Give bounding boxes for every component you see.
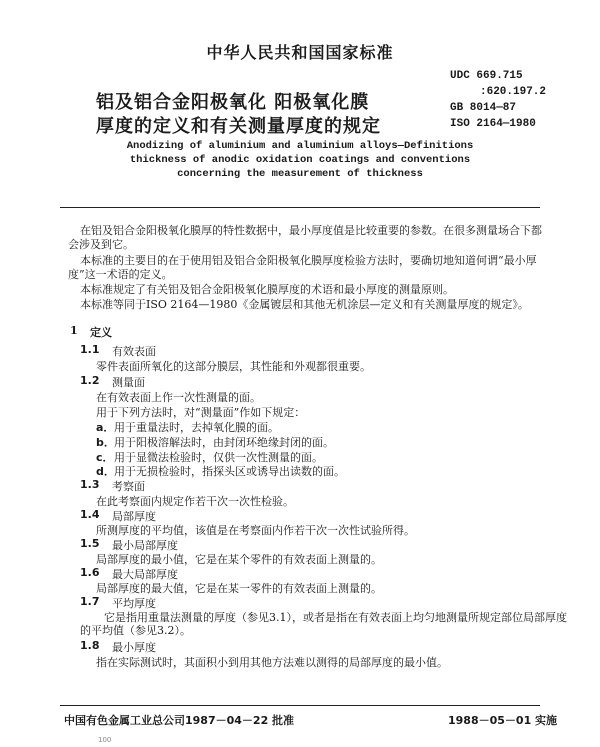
clause-text: 局部厚度的最大值，它是在某一零件的有效表面上测量的。 (96, 582, 382, 595)
clause-number: 1.7 (80, 595, 100, 608)
list-item: 用于阳极溶解法时，由封闭环绝缘封闭的面。 (114, 436, 334, 449)
title-line-2: 厚度的定义和有关测量厚度的规定 (96, 116, 381, 137)
bottom-divider (60, 705, 540, 706)
title-line-1: 铝及铝合金阳极氧化 阳极氧化膜 (96, 92, 370, 113)
effective-date: 1988－05－01 实施 (448, 714, 558, 727)
clause-heading: 测量面 (112, 376, 145, 389)
clause-heading: 最小局部厚度 (112, 539, 178, 552)
intro-line: 在铝及铝合金阳极氧化膜厚的特性数据中，最小厚度值是比较重要的参数。在很多测量场合下都 (80, 224, 542, 237)
clause-text: 的平均值（参见3.2）。 (80, 624, 191, 637)
clause-heading: 最小厚度 (112, 641, 156, 654)
clause-text: 局部厚度的最小值，它是在某个零件的有效表面上测量的。 (96, 553, 382, 566)
list-label: b． (96, 436, 115, 449)
list-item: 用于重量法时，去掉氧化膜的面。 (114, 421, 279, 434)
clause-text: 在此考察面内规定作若干次一次性检验。 (96, 495, 294, 508)
clause-number: 1.5 (80, 537, 100, 550)
clause-number: 1.8 (80, 639, 100, 652)
list-label: c． (96, 451, 114, 464)
intro-line: 本标准的主要目的在于使用铝及铝合金阳极氧化膜厚度检验方法时，要确切地知道何谓“最小厚 (80, 254, 537, 267)
page-mark: 100 (98, 736, 112, 744)
clause-heading: 考察面 (112, 480, 145, 493)
clause-heading: 有效表面 (112, 345, 156, 358)
clause-text: 它是指用重量法测量的厚度（参见3.1），或者是指在有效表面上均匀地测量所规定部位局部厚度 (104, 611, 567, 624)
intro-line: 度”这一术语的定义。 (68, 268, 173, 281)
clause-number: 1.2 (80, 374, 100, 387)
clause-text: 在有效表面上作一次性测量的面。 (96, 391, 261, 404)
english-title-line-2: thickness of anodic oxidation coatings and conventions (129, 154, 471, 166)
clause-number: 1.4 (80, 508, 100, 521)
clause-text: 用于下列方法时，对“测量面”作如下规定： (96, 406, 306, 419)
national-standard-heading: 中华人民共和国国家标准 (206, 43, 394, 62)
clause-text: 所测厚度的平均值，该值是在考察面内作若干次一次性试验所得。 (96, 524, 415, 537)
approval-issuer: 中国有色金属工业总公司1987－04－22 批准 (64, 714, 295, 727)
udc-code-sub: :620.197.2 (480, 86, 547, 98)
intro-line: 本标准等同于ISO 2164—1980《金属镀层和其他无机涂层—定义和有关测量厚度的规定》。 (80, 298, 529, 311)
english-title-line-1: Anodizing of aluminium and aluminium alloys—Definitions (126, 140, 474, 152)
list-item: 用于显微法检验时，仅供一次性测量的面。 (114, 451, 323, 464)
clause-number: 1.3 (80, 478, 100, 491)
list-item: 用于无损检验时，指探头区或诱导出读数的面。 (114, 465, 345, 478)
gb-code: GB 8014—87 (450, 102, 517, 114)
intro-line: 会涉及到它。 (68, 238, 134, 251)
udc-code: UDC 669.715 (450, 70, 523, 82)
list-label: a． (96, 421, 115, 434)
clause-heading: 平均厚度 (112, 597, 156, 610)
top-divider (60, 207, 540, 208)
clause-number: 1.6 (80, 566, 100, 579)
intro-line: 本标准规定了有关铝及铝合金阳极氧化膜厚度的术语和最小厚度的测量原则。 (80, 283, 454, 296)
clause-text: 指在实际测试时，其面积小到用其他方法难以测得的局部厚度的最小值。 (96, 656, 448, 669)
section-number: 1 (70, 324, 78, 337)
english-title-line-3: concerning the measurement of thickness (177, 168, 423, 180)
iso-code: ISO 2164—1980 (450, 118, 536, 130)
clause-text: 零件表面所氧化的这部分膜层，其性能和外观都很重要。 (96, 360, 371, 373)
clause-number: 1.1 (80, 343, 100, 356)
section-title: 定义 (90, 326, 112, 339)
list-label: d． (96, 465, 115, 478)
clause-heading: 局部厚度 (112, 510, 156, 523)
clause-heading: 最大局部厚度 (112, 568, 178, 581)
standard-codes (450, 68, 546, 132)
